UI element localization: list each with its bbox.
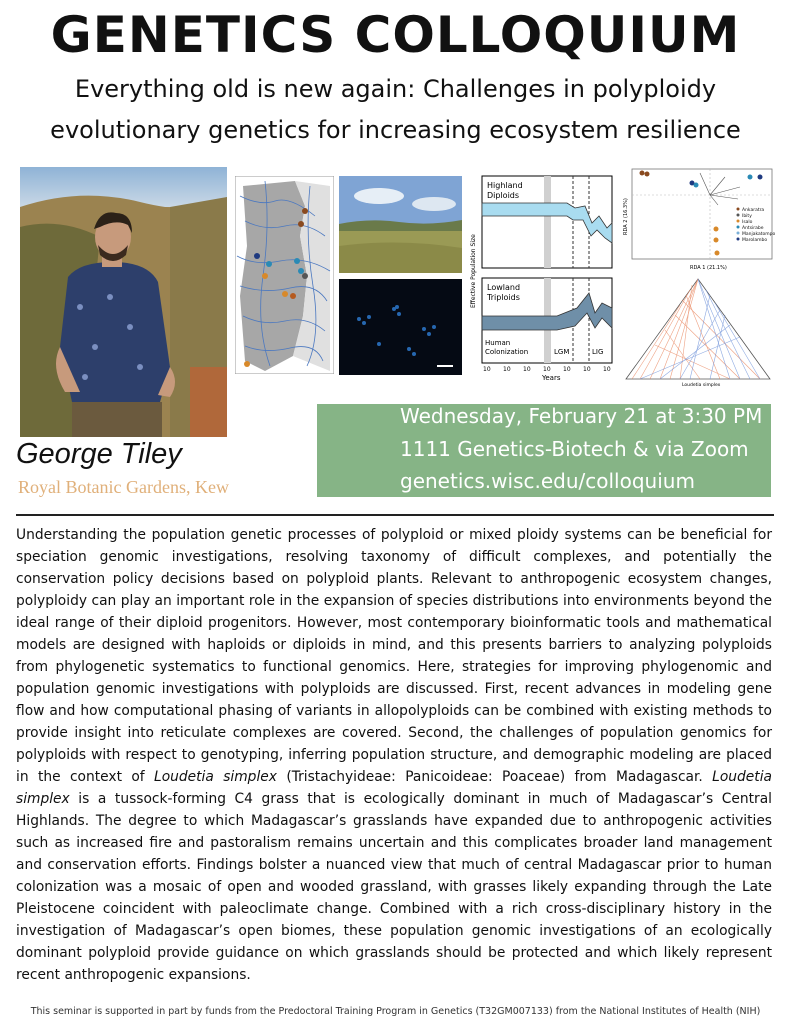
abstract-part-1: Understanding the population genetic processes of polyploid or mixed ploidy systems can be beneficial for speciation genomic investigations, resolving taxonomy of difficult complexes, and potentially the conservation policy decisions based on polyploid plants. Relevant to anthropogenic ecosystem changes, polyploidy can play an important role in the expansion of species distributions into environments beyond the ideal range of their diploid progenitors. However, most contemporary bioinformatic tools and mathematical models are designed with haploids or diploids in mind, and this presents barriers to analyzing polyploids from phylogenetic systematics to functional genomics. Here, strategies for improving phylogenomic and population genomic investigations with polyploids are discussed. First, recent advances in modeling gene flow and how computational phasing of variants in allopolyploids can be combined with existing methods to provide insight into reticulate complexes are covered. Second, the challenges of population genomics for polyploids with respect to genotyping, inferring population structure, and demographic modeling are placed in the context of [16,527,772,785]
event-url-link[interactable]: genetics.wisc.edu/colloquium [400,469,695,493]
species-name-2: Loudetia simplex [16,769,772,807]
lowland-label-1: Lowland [487,283,521,292]
human-label-2: Colonization [485,348,529,356]
population-size-chart [467,168,617,390]
x-tick-6: 10 [583,366,591,373]
rda-legend-3: Isalo [742,220,753,225]
x-tick-1: 10 [483,366,491,373]
speaker-name: George Tiley [16,438,182,470]
x-axis-label: Years [542,374,561,382]
rda-plot [620,165,777,273]
lgm-label: LGM [554,348,570,356]
rda-legend-1: Ankaratra [742,208,765,213]
speaker-photo [20,167,227,437]
page-title: GENETICS COLLOQUIUM [50,6,741,64]
grassland-photo [339,176,462,273]
lig-label: LIG [592,348,604,356]
funding-footer: This seminar is supported in part by funds from the Predoctoral Training Program in Genetics (T32GM007133) from the National Institutes of Health (NIH) [30,1006,761,1017]
rda-legend-5: Manjakatompo [742,232,776,237]
x-tick-4: 10 [543,366,551,373]
lowland-label-2: Triploids [487,293,520,302]
x-tick-2: 10 [503,366,511,373]
madagascar-map [235,176,334,374]
divider [16,514,774,516]
ternary-axis-label: Loudetia simplex [682,383,721,387]
speaker-affiliation: Royal Botanic Gardens, Kew [18,477,229,497]
rda-x-label: RDA 1 (21.1%) [690,265,727,271]
x-tick-7: 10 [603,366,611,373]
y-axis-label: Effective Population Size [470,234,477,308]
highland-label-1: Highland [487,181,523,190]
microscopy-image [339,279,462,375]
x-tick-5: 10 [563,366,571,373]
abstract-part-3: is a tussock-forming C4 grass that is ecologically dominant in much of Madagascar’s Central Highlands. The degree to which Madagascar’s grasslands have expanded due to anthropogenic activities such as increased fire and pastoralism remains uncertain and this complicates broader land management and conservation efforts. Findings bolster a nuanced view that much of central Madagascar prior to human colonization was a mosaic of open and wooded grassland, with grasses likely expanding through the Late Pleistocene coincident with paleoclimate change. Combined with a rich cross-disciplinary history in the investigation of Madagascar’s open biomes, these population genomic investigations of an ecologically dominant polyploid provide guidance on which grasslands should be protected and which likely represent recent anthropogenic expansions. [16,791,772,983]
talk-title-line-1: Everything old is new again: Challenges in polyploidy [74,75,717,103]
rda-legend-4: Antsirabe [742,226,764,231]
highland-label-2: Diploids [487,191,520,200]
event-location: 1111 Genetics-Biotech & via Zoom [400,437,749,461]
talk-title-line-2: evolutionary genetics for increasing ecosystem resilience [50,116,741,144]
species-name-1: Loudetia simplex [154,769,277,785]
rda-legend-6: Marolambo [742,238,768,243]
ternary-plot [620,275,777,387]
human-label-1: Human [485,339,511,347]
event-info-box [317,404,771,497]
event-datetime: Wednesday, February 21 at 3:30 PM [400,404,763,428]
x-tick-3: 10 [523,366,531,373]
rda-y-label: RDA 2 (16.3%) [623,198,629,235]
abstract-text [16,524,772,986]
abstract-part-2: (Tristachyideae: Panicoideae: Poaceae) from Madagascar. [276,769,713,785]
rda-legend-2: Ibity [742,214,752,219]
